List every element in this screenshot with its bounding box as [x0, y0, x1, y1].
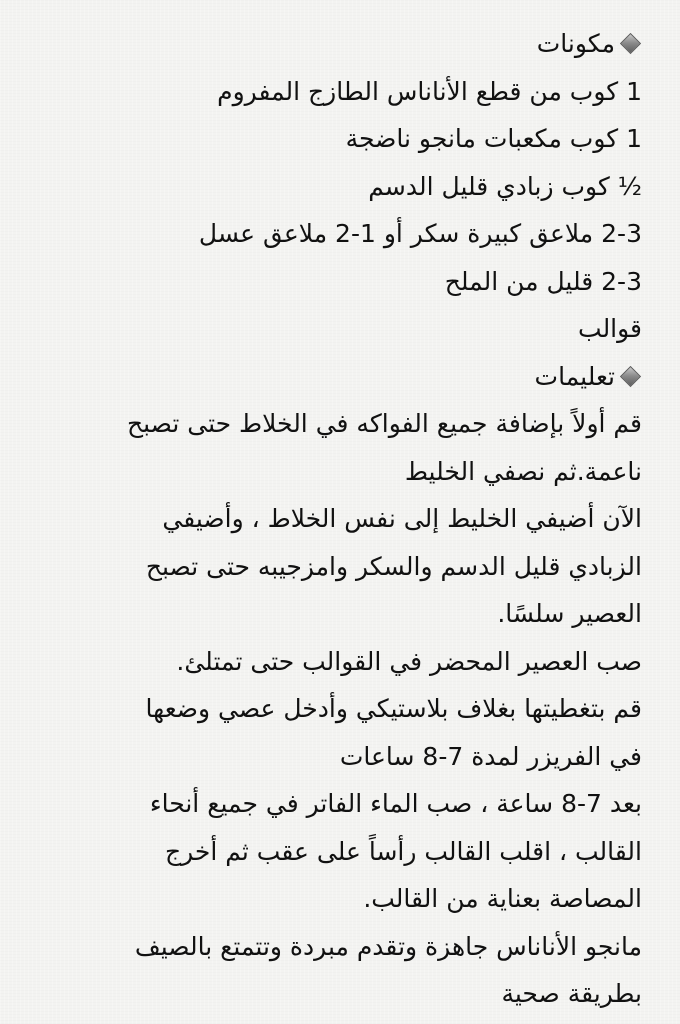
instructions-heading: [16, 353, 642, 401]
ingredient-item: قوالب: [578, 314, 642, 343]
instruction-line: صب العصير المحضر في القوالب حتى تمتلئ.: [176, 646, 642, 676]
ingredient-item: 2-3 ملاعق كبيرة سكر أو 1-2 ملاعق عسل: [198, 219, 642, 248]
ingredient-item: 1 كوب من قطع الأناناس الطازج المفروم: [217, 76, 642, 106]
instruction-line: في الفريزر لمدة 7-8 ساعات: [339, 741, 642, 771]
instruction-line: المصاصة بعناية من القالب.: [363, 884, 642, 913]
ingredients-heading-label: مكونات: [536, 29, 615, 58]
instruction-line: بطريقة صحية: [501, 979, 642, 1008]
instruction-line: العصير سلسًا.: [497, 599, 642, 628]
ingredient-item: ½ كوب زبادي قليل الدسم: [368, 171, 642, 201]
instruction-line: الزبادي قليل الدسم والسكر وامزجيبه حتى تصبح: [145, 551, 642, 581]
instruction-line: ناعمة.ثم نصفي الخليط: [404, 456, 642, 486]
instruction-line: بعد 7-8 ساعة ، صب الماء الفاتر في جميع أنحاء: [149, 789, 642, 818]
instructions-heading-label: تعليمات: [534, 361, 615, 391]
diamond-icon: [620, 33, 641, 54]
instruction-line: قم بتغطيتها بغلاف بلاستيكي وأدخل عصي وضعها: [145, 694, 642, 723]
instruction-line: قم أولاً بإضافة جميع الفواكه في الخلاط حتى تصبح: [126, 409, 642, 438]
instruction-line: القالب ، اقلب القالب رأساً على عقب ثم أخرج: [164, 836, 642, 866]
ingredients-heading: [16, 20, 642, 68]
ingredient-item: 2-3 قليل من الملح: [444, 266, 642, 296]
instruction-line: مانجو الأناناس جاهزة وتقدم مبردة وتتمتع بالصيف: [134, 931, 642, 961]
instruction-line: الآن أضيفي الخليط إلى نفس الخلاط ، وأضيفي: [162, 504, 642, 533]
diamond-icon: [620, 366, 641, 387]
ingredient-item: 1 كوب مكعبات مانجو ناضجة: [345, 124, 642, 153]
